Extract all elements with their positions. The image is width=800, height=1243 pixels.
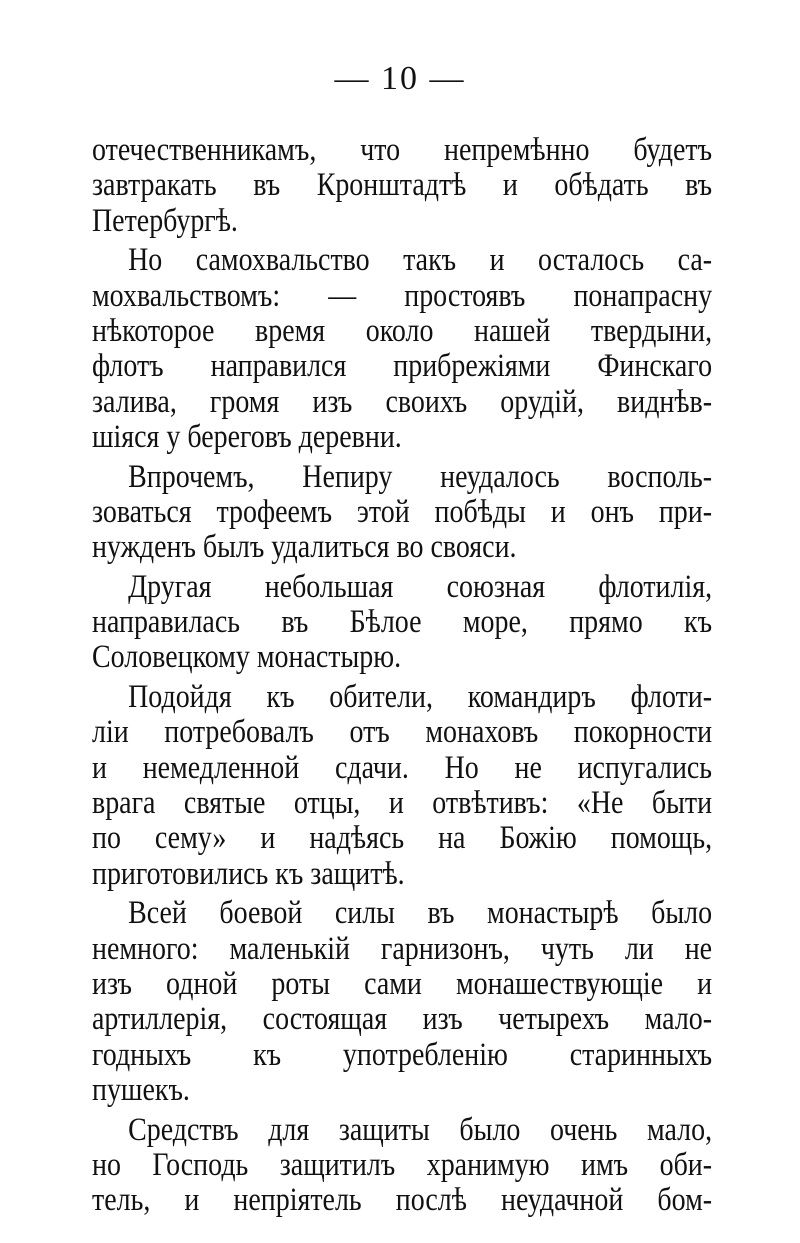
text-line: Соловецкому монастырю.: [92, 639, 402, 676]
text-line: нужденъ былъ удалиться во свояси.: [92, 529, 517, 566]
text-line: нѣкоторое время около нашей твердыни,: [92, 312, 713, 349]
paragraph: [92, 896, 712, 1108]
text-line: артиллерія, состоящая изъ четырехъ мало-: [92, 1001, 713, 1038]
text-line: завтракать въ Кронштадтѣ и обѣдать въ: [92, 167, 713, 204]
text-line: врага святые отцы, и отвѣтивъ: «Не быти: [92, 785, 713, 822]
page-number: — 10 —: [334, 60, 466, 97]
paragraph: [92, 680, 712, 892]
text-line: залива, громя изъ своихъ орудій, виднѣв-: [92, 383, 713, 420]
text-line: Средствъ для защиты было очень мало,: [128, 1111, 713, 1148]
text-line: и немедленной сдачи. Но не испугались: [92, 749, 713, 786]
paragraph: [92, 570, 712, 676]
text-line: приготовились къ защитѣ.: [92, 855, 405, 892]
text-line: тель, и непріятель послѣ неудачной бом-: [92, 1182, 713, 1219]
text-line: Петербургѣ.: [92, 202, 238, 239]
paragraph: [92, 133, 712, 239]
text-line: Подойдя къ обители, командиръ флоти-: [128, 678, 713, 715]
text-line: зоваться трофеемъ этой побѣды и онъ при-: [92, 493, 713, 530]
text-line: шіяся у береговъ деревни.: [92, 419, 402, 456]
text-line: по сему» и надѣясь на Божію помощь,: [92, 820, 713, 857]
text-line: ліи потребовалъ отъ монаховъ покорности: [92, 714, 713, 751]
paragraph: [92, 1113, 712, 1219]
paragraph: [92, 243, 712, 455]
text-line: немного: маленькій гарнизонъ, чуть ли не: [92, 930, 713, 967]
text-line: отечественникамъ, что непремѣнно будетъ: [92, 132, 713, 168]
text-line: годныхъ къ употребленію старинныхъ: [92, 1036, 713, 1073]
text-line: Всей боевой силы въ монастырѣ было: [128, 895, 713, 932]
text-line: направилась въ Бѣлое море, прямо къ: [92, 604, 713, 641]
text-line: Но самохвальство такъ и осталось са-: [128, 242, 713, 279]
text-line: но Господь защитилъ хранимую имъ оби-: [92, 1146, 713, 1183]
text-line: мохвальствомъ: — простоявъ понапрасну: [92, 277, 713, 314]
text-line: пушекъ.: [92, 1072, 190, 1109]
body-text: [92, 133, 712, 1219]
text-line: флотъ направился прибрежіями Финскаго: [92, 348, 713, 385]
paragraph: [92, 460, 712, 566]
text-line: Впрочемъ, Непиру неудалось восполь-: [128, 458, 713, 495]
text-line: изъ одной роты сами монашествующіе и: [92, 965, 713, 1002]
text-line: Другая небольшая союзная флотилія,: [128, 568, 713, 605]
